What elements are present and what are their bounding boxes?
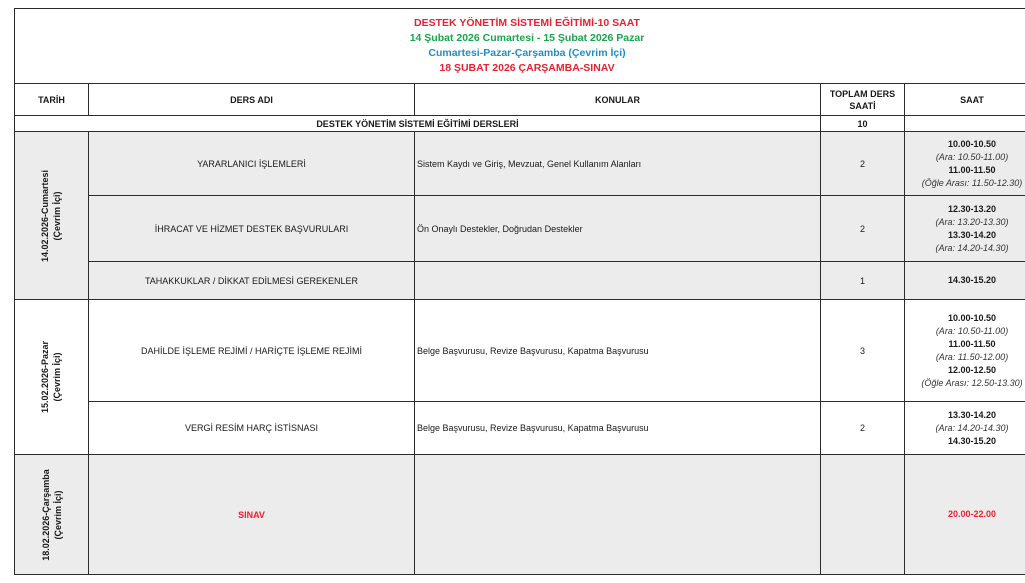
time-cell xyxy=(905,196,1025,262)
time-slot: 13.30-14.20 xyxy=(947,409,997,420)
section-label: DESTEK YÖNETİM SİSTEMİ EĞİTİMİ DERSLERİ xyxy=(15,116,821,132)
date-day3-line1: 18.02.2026-Çarşamba xyxy=(40,468,51,561)
break-slot: (Ara: 10.50-11.00) xyxy=(935,151,1009,162)
time-slot: 14.30-15.20 xyxy=(947,435,997,446)
schedule-table xyxy=(14,8,1025,575)
section-row xyxy=(15,116,1025,132)
date-day2-line2: (Çevrim İçi) xyxy=(52,352,63,402)
course-topics: Belge Başvurusu, Revize Başvurusu, Kapatma Başvurusu xyxy=(415,300,821,402)
time-slot: 11.00-11.50 xyxy=(948,338,996,349)
break-slot: (Ara: 13.20-13.30) xyxy=(935,216,1009,227)
time-slot: 10.00-10.50 xyxy=(947,312,997,323)
col-header-total-hours-line2: SAATİ xyxy=(849,100,876,111)
course-topics xyxy=(415,455,821,575)
time-slot: 13.30-14.20 xyxy=(947,229,997,240)
course-hours: 2 xyxy=(821,132,905,196)
course-hours xyxy=(821,455,905,575)
date-cell-day1 xyxy=(15,132,89,300)
title-line-1: DESTEK YÖNETİM SİSTEMİ EĞİTİMİ-10 SAAT xyxy=(414,17,640,29)
course-topics: Ön Onaylı Destekler, Doğrudan Destekler xyxy=(415,196,821,262)
time-cell xyxy=(905,132,1025,196)
table-row xyxy=(15,262,1025,300)
time-slot: 11.00-11.50 xyxy=(948,164,996,175)
column-header-row xyxy=(15,84,1025,116)
course-topics xyxy=(415,262,821,300)
break-slot: (Ara: 14.20-14.30) xyxy=(935,422,1009,433)
break-slot: (Ara: 10.50-11.00) xyxy=(935,325,1009,336)
section-total: 10 xyxy=(821,116,905,132)
date-cell-day2 xyxy=(15,300,89,455)
break-slot: (Öğle Arası: 12.50-13.30) xyxy=(921,377,1023,388)
course-name: YARARLANICI İŞLEMLERİ xyxy=(89,132,415,196)
col-header-total-hours-line1: TOPLAM DERS xyxy=(829,88,896,99)
section-time-empty xyxy=(905,116,1025,132)
time-slot: 14.30-15.20 xyxy=(947,275,997,285)
time-slot: 12.00-12.50 xyxy=(947,364,997,375)
course-name: İHRACAT VE HİZMET DESTEK BAŞVURULARI xyxy=(89,196,415,262)
date-cell-day3 xyxy=(15,455,89,575)
course-name: TAHAKKUKLAR / DİKKAT EDİLMESİ GEREKENLER xyxy=(89,262,415,300)
time-cell xyxy=(905,300,1025,402)
schedule-sheet xyxy=(14,8,1025,575)
title-line-4: 18 ŞUBAT 2026 ÇARŞAMBA-SINAV xyxy=(439,62,615,74)
course-hours: 3 xyxy=(821,300,905,402)
col-header-time: SAAT xyxy=(905,84,1025,116)
course-hours: 2 xyxy=(821,196,905,262)
title-line-3: Cumartesi-Pazar-Çarşamba (Çevrim İçi) xyxy=(428,47,626,59)
break-slot: (Ara: 14.20-14.30) xyxy=(935,242,1009,253)
col-header-date: TARİH xyxy=(15,84,89,116)
table-row xyxy=(15,300,1025,402)
title-line-2: 14 Şubat 2026 Cumartesi - 15 Şubat 2026 Pazar xyxy=(409,32,645,44)
exam-label: SINAV xyxy=(89,455,415,575)
time-slot: 10.00-10.50 xyxy=(947,138,997,149)
table-row xyxy=(15,196,1025,262)
exam-time: 20.00-22.00 xyxy=(947,509,997,519)
time-cell xyxy=(905,402,1025,455)
break-slot: (Ara: 11.50-12.00) xyxy=(935,351,1009,362)
col-header-total-hours xyxy=(821,84,905,116)
table-row xyxy=(15,455,1025,575)
course-topics: Sistem Kaydı ve Giriş, Mevzuat, Genel Kullanım Alanları xyxy=(415,132,821,196)
course-topics: Belge Başvurusu, Revize Başvurusu, Kapatma Başvurusu xyxy=(415,402,821,455)
date-day3-line2: (Çevrim İçi) xyxy=(52,489,63,540)
date-day1-line2: (Çevrim İçi) xyxy=(52,190,63,241)
col-header-course: DERS ADI xyxy=(89,84,415,116)
col-header-topics: KONULAR xyxy=(415,84,821,116)
date-day1-line1: 14.02.2026-Cumartesi xyxy=(40,169,51,262)
time-cell xyxy=(905,262,1025,300)
course-name: DAHİLDE İŞLEME REJİMİ / HARİÇTE İŞLEME REJİMİ xyxy=(89,300,415,402)
time-slot: 12.30-13.20 xyxy=(947,203,997,214)
break-slot: (Öğle Arası: 11.50-12.30) xyxy=(921,177,1023,188)
course-hours: 1 xyxy=(821,262,905,300)
title-block xyxy=(15,9,1025,84)
date-day2-line1: 15.02.2026-Pazar xyxy=(40,340,51,414)
table-row xyxy=(15,402,1025,455)
course-name: VERGİ RESİM HARÇ İSTİSNASI xyxy=(89,402,415,455)
course-hours: 2 xyxy=(821,402,905,455)
time-cell xyxy=(905,455,1025,575)
table-row xyxy=(15,132,1025,196)
